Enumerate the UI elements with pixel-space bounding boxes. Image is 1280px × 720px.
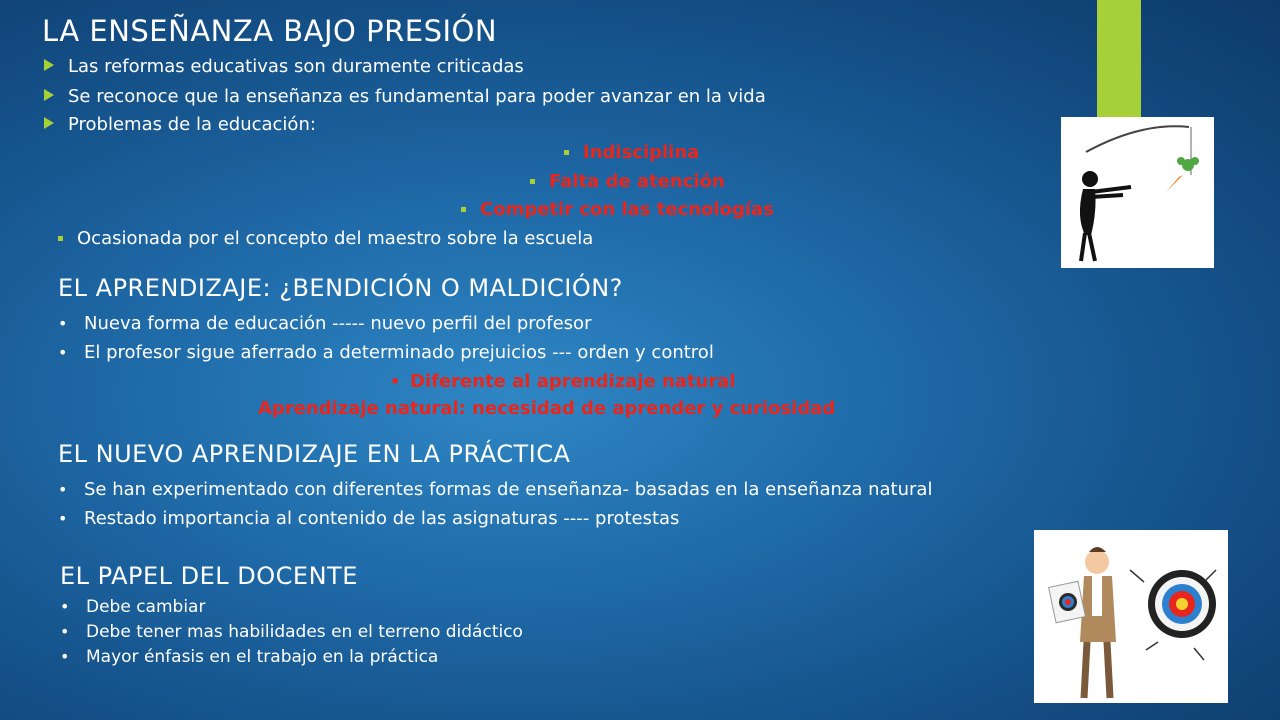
list-item: • El profesor sigue aferrado a determinado prejuicios --- orden y control [58, 342, 714, 363]
section2-title: EL APRENDIZAJE: ¿BENDICIÓN O MALDICIÓN? [58, 274, 623, 302]
square-bullet-icon [564, 150, 569, 155]
section1-title: LA ENSEÑANZA BAJO PRESIÓN [42, 14, 498, 48]
square-bullet-icon [530, 179, 535, 184]
list-item: Ocasionada por el concepto del maestro sobre la escuela [58, 228, 593, 249]
list-item-highlight: Falta de atención [530, 171, 725, 192]
square-bullet-icon [461, 207, 466, 212]
list-item: Las reformas educativas son duramente criticadas [44, 56, 524, 77]
list-item: • Mayor énfasis en el trabajo en la práctica [60, 647, 439, 667]
list-item-highlight: • Diferente al aprendizaje natural [390, 371, 736, 392]
section4-title: EL PAPEL DEL DOCENTE [60, 562, 358, 590]
list-item: • Se han experimentado con diferentes formas de enseñanza- basadas en la enseñanza natural [58, 479, 933, 500]
list-item-highlight: Indisciplina [564, 142, 699, 163]
list-item: Se reconoce que la enseñanza es fundamental para poder avanzar en la vida [44, 86, 766, 107]
list-item: • Restado importancia al contenido de las asignaturas ---- protestas [58, 508, 680, 529]
square-bullet-icon [58, 236, 63, 241]
man-targets-illustration [1034, 530, 1228, 703]
list-item: • Debe cambiar [60, 597, 206, 617]
arrow-bullet-icon [44, 117, 54, 129]
arrow-bullet-icon [44, 89, 54, 101]
list-item-highlight: Competir con las tecnologías [461, 199, 774, 220]
list-item: • Debe tener mas habilidades en el terreno didáctico [60, 622, 523, 642]
accent-bar [1097, 0, 1141, 118]
arrow-bullet-icon [44, 59, 54, 71]
section3-title: EL NUEVO APRENDIZAJE EN LA PRÁCTICA [58, 440, 571, 468]
highlight-line: Aprendizaje natural: necesidad de aprender y curiosidad [258, 398, 836, 419]
list-item: • Nueva forma de educación ----- nuevo perfil del profesor [58, 313, 592, 334]
stick-figure-illustration [1061, 117, 1214, 268]
list-item: Problemas de la educación: [44, 114, 316, 135]
